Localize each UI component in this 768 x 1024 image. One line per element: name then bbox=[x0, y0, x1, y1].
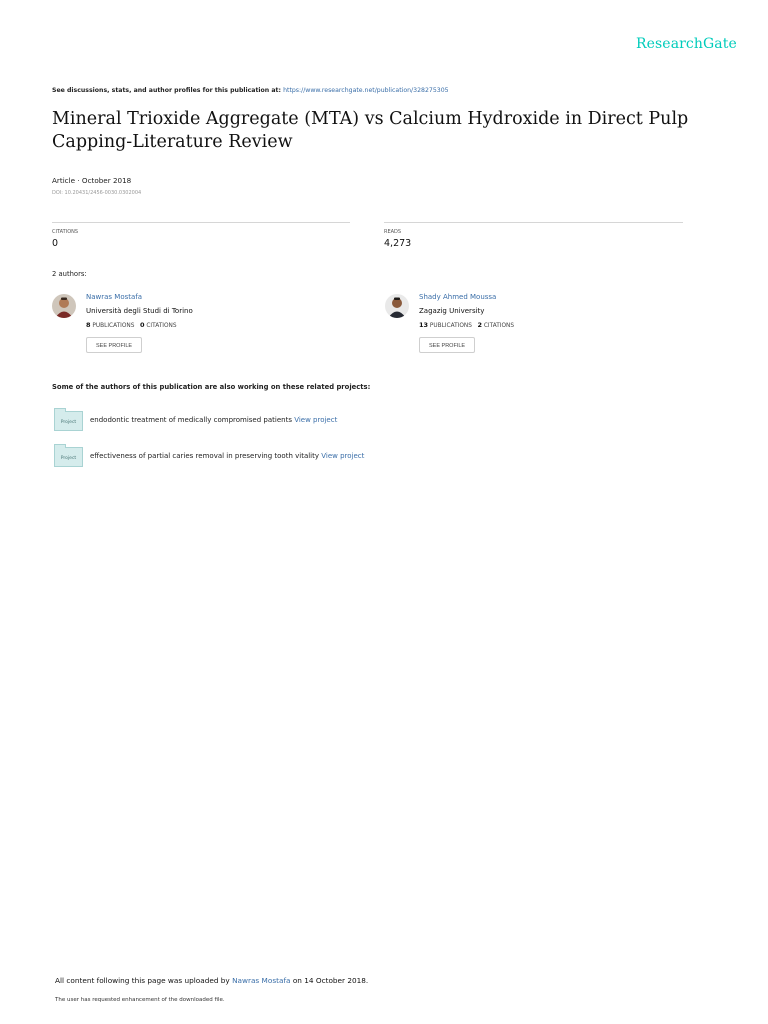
view-project-link[interactable]: View project bbox=[294, 416, 338, 424]
see-profile-button[interactable]: SEE PROFILE bbox=[86, 337, 142, 353]
project-folder-icon bbox=[54, 411, 83, 431]
author-publications-label: PUBLICATIONS bbox=[92, 323, 135, 329]
project-title: effectiveness of partial caries removal in preserving tooth vitality bbox=[90, 452, 320, 460]
author-publications-label: PUBLICATIONS bbox=[429, 323, 472, 329]
upload-note bbox=[55, 976, 368, 985]
author-institution[interactable]: Università degli Studi di Torino bbox=[86, 307, 193, 315]
reads-value: 4,273 bbox=[384, 238, 412, 249]
title-line-2: Capping-Literature Review bbox=[52, 132, 293, 152]
publication-title bbox=[52, 108, 692, 154]
project-folder-icon bbox=[54, 447, 83, 467]
author-citations-label: CITATIONS bbox=[146, 323, 177, 329]
publication-url-link[interactable]: https://www.researchgate.net/publication/328275305 bbox=[283, 87, 449, 94]
upload-prefix: All content following this page was uploaded by bbox=[55, 976, 230, 985]
author-avatar[interactable] bbox=[52, 294, 76, 318]
citations-divider bbox=[52, 222, 350, 223]
author-citations-label: CITATIONS bbox=[483, 323, 515, 329]
view-project-link[interactable]: View project bbox=[321, 452, 365, 460]
related-projects-label: Some of the authors of this publication are also working on these related projects: bbox=[52, 383, 371, 391]
project-item bbox=[90, 452, 364, 460]
project-item bbox=[90, 416, 337, 424]
author-stats bbox=[86, 321, 177, 329]
author-name-link[interactable]: Nawras Mostafa bbox=[86, 293, 143, 301]
author-name-link[interactable]: Shady Ahmed Moussa bbox=[419, 293, 497, 301]
author-avatar[interactable] bbox=[385, 294, 409, 318]
see-discussions-line bbox=[52, 87, 449, 94]
author-stats bbox=[419, 321, 514, 329]
upload-suffix: on 14 October 2018. bbox=[292, 976, 369, 985]
author-institution[interactable]: Zagazig University bbox=[419, 307, 485, 315]
project-icon-label: Project bbox=[60, 456, 77, 461]
citations-value: 0 bbox=[52, 238, 59, 249]
title-line-1: Mineral Trioxide Aggregate (MTA) vs Calcium Hydroxide in Direct Pulp bbox=[52, 109, 689, 129]
authors-count-label: 2 authors: bbox=[52, 270, 87, 278]
researchgate-logo[interactable]: ResearchGate bbox=[636, 36, 737, 52]
author-publications-count: 13 bbox=[419, 321, 429, 329]
project-title: endodontic treatment of medically compromised patients bbox=[90, 416, 292, 424]
uploader-link[interactable]: Nawras Mostafa bbox=[232, 976, 291, 985]
see-profile-button[interactable]: SEE PROFILE bbox=[419, 337, 475, 353]
project-icon-label: Project bbox=[60, 420, 77, 425]
publication-type-date: Article · October 2018 bbox=[52, 176, 132, 185]
reads-divider bbox=[384, 222, 683, 223]
reads-label: READS bbox=[384, 229, 402, 235]
see-discussions-text: See discussions, stats, and author profiles for this publication at: bbox=[52, 87, 281, 94]
author-citations-count: 0 bbox=[139, 321, 145, 329]
author-publications-count: 8 bbox=[86, 321, 91, 329]
citations-label: CITATIONS bbox=[52, 229, 79, 235]
author-citations-count: 2 bbox=[477, 321, 483, 329]
enhancement-note: The user has requested enhancement of the downloaded file. bbox=[55, 997, 225, 1003]
publication-doi: DOI: 10.20431/2456-0030.0302004 bbox=[52, 190, 142, 196]
